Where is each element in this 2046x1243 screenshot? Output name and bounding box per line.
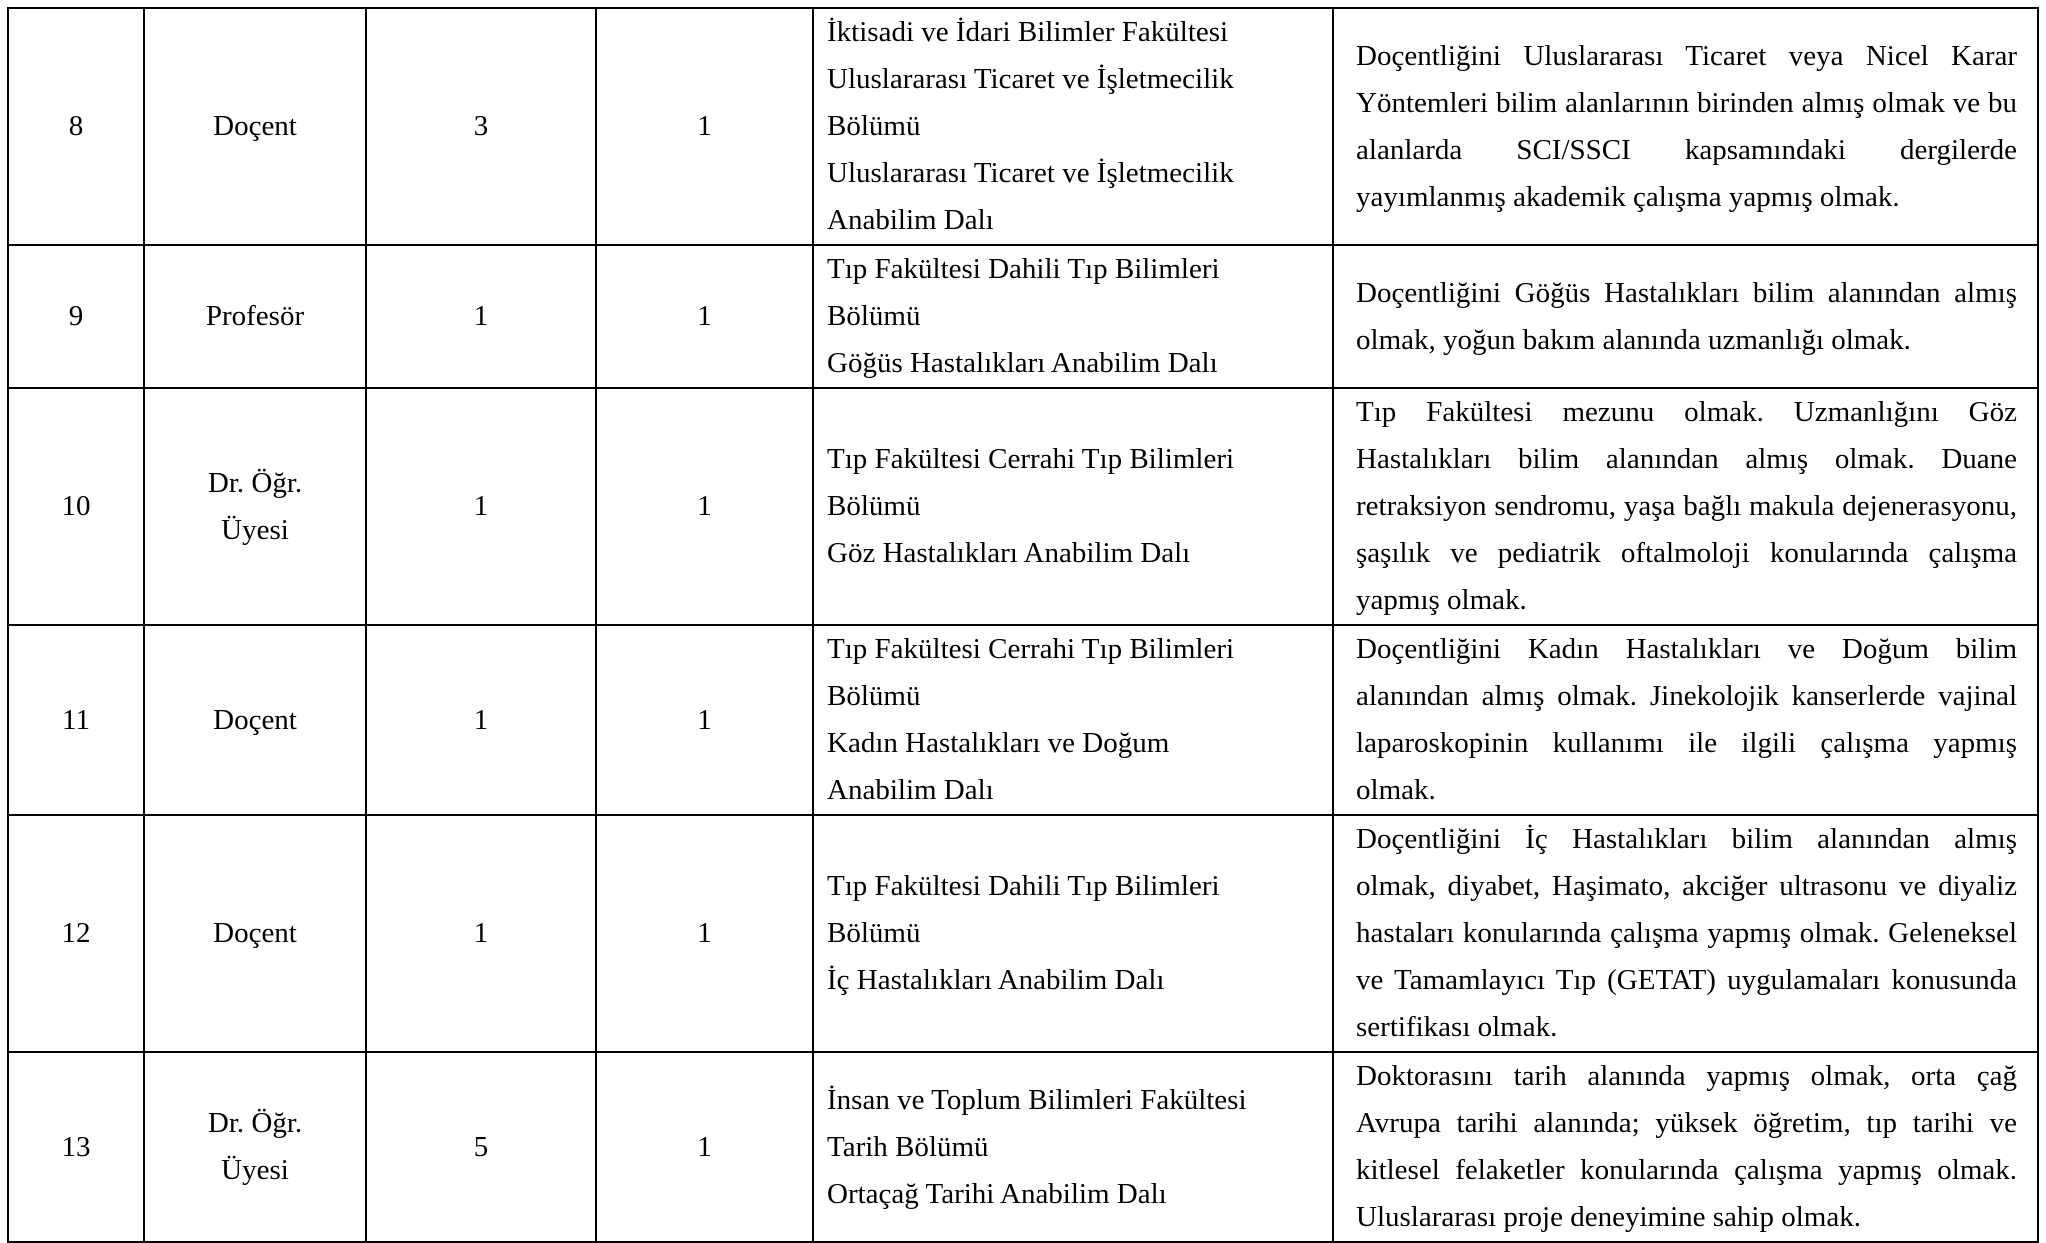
- title-line: Dr. Öğr.: [207, 466, 303, 499]
- department: [813, 815, 1333, 1052]
- table-row: [8, 1052, 2038, 1242]
- department-line: Tıp Fakültesi Cerrahi Tıp Bilimleri: [827, 443, 1235, 475]
- department-line: Göğüs Hastalıkları Anabilim Dalı: [827, 347, 1218, 379]
- unit-count: 1: [596, 245, 813, 388]
- academic-title: [144, 8, 366, 245]
- row-number: 13: [8, 1052, 144, 1242]
- department-line: Ortaçağ Tarihi Anabilim Dalı: [827, 1177, 1167, 1210]
- department-line: Anabilim Dalı: [827, 204, 994, 236]
- title-line: Üyesi: [221, 513, 289, 546]
- department-line: Tıp Fakültesi Cerrahi Tıp Bilimleri: [827, 633, 1235, 665]
- table-row: [8, 245, 2038, 388]
- department-line: İnsan ve Toplum Bilimleri Fakültesi: [827, 1083, 1247, 1116]
- row-number: 11: [8, 625, 144, 815]
- unit-count: 1: [596, 815, 813, 1052]
- academic-title: [144, 388, 366, 625]
- requirement-text: Tıp Fakültesi mezunu olmak. Uzmanlığını Göz Hastalıkları bilim alanından almış olmak. Duane retraksiyon sendromu, yaşa bağlı makula dejenerasyonu, şaşılık ve pediatrik oftalmoloji konularında çalışma yapmış olmak.: [1356, 396, 2018, 616]
- table-row: [8, 8, 2038, 245]
- department: [813, 1052, 1333, 1242]
- department-line: Bölümü: [827, 300, 921, 332]
- department-line: İç Hastalıkları Anabilim Dalı: [827, 964, 1165, 996]
- department-line: Kadın Hastalıkları ve Doğum: [827, 727, 1170, 759]
- position-count: 1: [366, 388, 596, 625]
- department-line: Tarih Bölümü: [827, 1130, 989, 1163]
- department: [813, 245, 1333, 388]
- position-count: 3: [366, 8, 596, 245]
- department: [813, 388, 1333, 625]
- requirement-text: Doçentliğini Kadın Hastalıkları ve Doğum bilim alanından almış olmak. Jinekolojik kanserlerde vajinal laparoskopinin kullanımı ile ilgili çalışma yapmış olmak.: [1356, 633, 2018, 806]
- department-line: Bölümü: [827, 110, 921, 142]
- requirement-text: Doçentliğini İç Hastalıkları bilim alanından almış olmak, diyabet, Haşimato, akciğer ultrasonu ve diyaliz hastaları konularında çalışma yapmış olmak. Geleneksel ve Tamamlayıcı Tıp (GETAT) uygulamaları konusunda sertifikası olmak.: [1356, 823, 2018, 1043]
- title-line: Dr. Öğr.: [207, 1107, 303, 1139]
- unit-count: 1: [596, 625, 813, 815]
- position-count: 1: [366, 625, 596, 815]
- row-number: 12: [8, 815, 144, 1052]
- requirement: [1333, 245, 2038, 388]
- academic-title: [144, 1052, 366, 1242]
- academic-title: [144, 625, 366, 815]
- requirement-text: Doçentliğini Uluslararası Ticaret veya Nicel Karar Yöntemleri bilim alanlarının birinden almış olmak ve bu alanlarda SCI/SSCI kapsamındaki dergilerde yayımlanmış akademik çalışma yapmış olmak.: [1356, 39, 2018, 213]
- department-line: İktisadi ve İdari Bilimler Fakültesi: [827, 16, 1229, 48]
- department: [813, 625, 1333, 815]
- requirement: [1333, 8, 2038, 245]
- row-number: 9: [8, 245, 144, 388]
- position-count: 1: [366, 245, 596, 388]
- table-row: [8, 625, 2038, 815]
- position-count: 1: [366, 815, 596, 1052]
- requirement: [1333, 1052, 2038, 1242]
- title-line: Profesör: [205, 300, 305, 332]
- unit-count: 1: [596, 1052, 813, 1242]
- department-line: Tıp Fakültesi Dahili Tıp Bilimleri: [827, 253, 1220, 285]
- department-line: Uluslararası Ticaret ve İşletmecilik: [827, 63, 1234, 95]
- unit-count: 1: [596, 388, 813, 625]
- department-line: Bölümü: [827, 490, 921, 522]
- table-row: [8, 815, 2038, 1052]
- department-line: Bölümü: [827, 680, 921, 712]
- department-line: Göz Hastalıkları Anabilim Dalı: [827, 537, 1191, 569]
- requirement: [1333, 625, 2038, 815]
- department-line: Bölümü: [827, 917, 921, 949]
- title-line: Doçent: [213, 917, 297, 949]
- row-number: 10: [8, 388, 144, 625]
- department: [813, 8, 1333, 245]
- requirement-text: Doçentliğini Göğüs Hastalıkları bilim alanından almış olmak, yoğun bakım alanında uzmanlığı olmak.: [1356, 276, 2018, 356]
- department-line: Tıp Fakültesi Dahili Tıp Bilimleri: [827, 870, 1220, 902]
- title-line: Üyesi: [221, 1154, 289, 1186]
- department-line: Anabilim Dalı: [827, 774, 994, 806]
- department-line: Uluslararası Ticaret ve İşletmecilik: [827, 157, 1234, 189]
- requirement: [1333, 815, 2038, 1052]
- positions-table: [7, 7, 2039, 1243]
- title-line: Doçent: [213, 110, 297, 142]
- row-number: 8: [8, 8, 144, 245]
- unit-count: 1: [596, 8, 813, 245]
- requirement: [1333, 388, 2038, 625]
- title-line: Doçent: [213, 703, 297, 736]
- position-count: 5: [366, 1052, 596, 1242]
- academic-title: [144, 815, 366, 1052]
- table-body: [8, 8, 2038, 1242]
- academic-title: [144, 245, 366, 388]
- table-row: [8, 388, 2038, 625]
- requirement-text: Doktorasını tarih alanında yapmış olmak, orta çağ Avrupa tarihi alanında; yüksek öğretim, tıp tarihi ve kitlesel felaketler konularında çalışma yapmış olmak. Uluslararası proje deneyimine sahip olmak.: [1356, 1060, 2018, 1233]
